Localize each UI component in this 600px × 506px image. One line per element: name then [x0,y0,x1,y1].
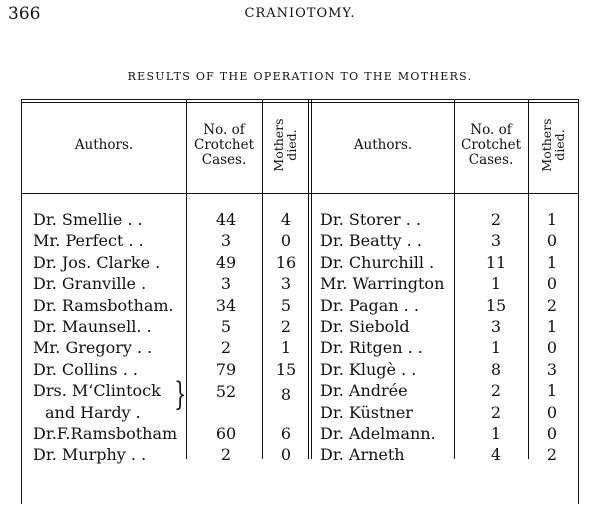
merged-died-cell: 8 [280,385,292,404]
cases-cell: 1 [490,423,502,443]
header-bottom-rule [21,193,579,194]
author-cell: Dr. Ritgen . . [320,338,423,358]
author-cell: Mr. Gregory . . [33,338,153,358]
author-cell: Dr. Jos. Clarke . [33,252,161,272]
died-cell: 3 [546,359,558,379]
died-cell: 0 [546,423,558,443]
died-cell: 6 [280,423,292,443]
header-line: died. [284,129,299,161]
table-body [0,209,600,466]
header-line: Mothers [539,118,554,172]
died-cell: 0 [280,445,292,465]
author-cell: Dr.F.Ramsbotham [33,423,178,443]
page-number: 366 [8,4,41,24]
table-row [0,209,600,230]
header-line: No. of [203,122,245,138]
died-cell: 1 [280,338,292,358]
died-cell: 2 [280,316,292,336]
died-cell: 1 [546,316,558,336]
cases-cell: 49 [215,252,237,272]
curly-brace: } [174,375,187,413]
table-row [0,423,600,444]
header-mothers-died [272,105,298,185]
author-cell: Dr. Andrée [320,381,408,401]
cases-cell: 34 [215,295,237,315]
cases-cell: 3 [490,316,502,336]
author-cell: Dr. Klugè . . [320,359,417,379]
author-cell: and Hardy . [45,402,141,422]
cases-cell: 1 [490,338,502,358]
header-line: Cases. [201,152,247,168]
header-mothers-died [540,105,566,185]
cases-cell: 2 [490,381,502,401]
header-authors: Authors. [74,137,134,153]
died-cell: 5 [280,295,292,315]
author-cell: Dr. Churchill . [320,252,435,272]
author-cell: Dr. Granville . [33,274,147,294]
author-cell: Dr. Pagan . . [320,295,419,315]
cases-cell: 4 [490,445,502,465]
table-row [0,337,600,358]
died-cell: 0 [546,338,558,358]
header-crotchet-cases [461,123,521,168]
died-cell: 2 [546,295,558,315]
died-cell: 0 [546,402,558,422]
died-cell: 0 [280,231,292,251]
table-row [0,273,600,294]
cases-cell: 2 [220,445,232,465]
cases-cell: 8 [490,359,502,379]
died-cell: 15 [275,359,297,379]
header-line: No. of [470,122,512,138]
author-cell: Dr. Smellie . . [33,210,143,229]
died-cell: 4 [280,210,292,229]
author-cell: Dr. Maunsell. . [33,316,152,336]
table-row [0,316,600,337]
author-cell: Dr. Storer . . [320,210,422,229]
header-authors: Authors. [353,137,413,153]
died-cell: 1 [546,381,558,401]
author-cell: Dr. Ramsbotham. [33,295,174,315]
died-cell: 3 [280,274,292,294]
header-line: Cases. [468,152,514,168]
header-line: Mothers [271,118,286,172]
cases-cell: 44 [215,210,237,229]
cases-cell: 2 [490,210,502,229]
died-cell: 0 [546,231,558,251]
died-cell: 1 [546,210,558,229]
cases-cell: 60 [215,423,237,443]
died-cell: 1 [546,252,558,272]
cases-cell: 79 [215,359,237,379]
table-row [0,359,600,380]
cases-cell: 5 [220,316,232,336]
cases-cell: 2 [220,338,232,358]
author-cell: Mr. Warrington [320,274,445,294]
table-row [0,295,600,316]
author-cell: Dr. Beatty . . [320,231,422,251]
table-row [0,444,600,465]
cases-cell: 2 [490,402,502,422]
table-top-rule [21,99,579,100]
cases-cell: 3 [490,231,502,251]
died-cell: 0 [546,274,558,294]
author-cell: Dr. Arneth [320,445,405,465]
author-cell: Dr. Siebold [320,316,410,336]
author-cell: Mr. Perfect . . [33,231,144,251]
header-line: Crotchet [461,137,522,153]
died-cell: 16 [275,252,297,272]
author-cell: Dr. Adelmann. [320,423,436,443]
cases-cell: 1 [490,274,502,294]
header-line: Crotchet [194,137,255,153]
table-caption: RESULTS OF THE OPERATION TO THE MOTHERS. [127,70,473,83]
table-top-rule-inner [21,102,579,103]
merged-cases-cell: 52 [215,382,237,401]
cases-cell: 11 [485,252,507,272]
author-cell: Dr. Küstner [320,402,413,422]
header-line: died. [552,129,567,161]
table-row [0,230,600,251]
cases-cell: 15 [485,295,507,315]
author-cell: Drs. M‘Clintock [33,381,161,401]
header-crotchet-cases [194,123,254,168]
author-cell: Dr. Collins . . [33,359,138,379]
cases-cell: 3 [220,231,232,251]
running-head: CRANIOTOMY. [244,6,356,21]
author-cell: Dr. Murphy . . [33,445,147,465]
cases-cell: 3 [220,274,232,294]
table-row [0,252,600,273]
died-cell: 2 [546,445,558,465]
